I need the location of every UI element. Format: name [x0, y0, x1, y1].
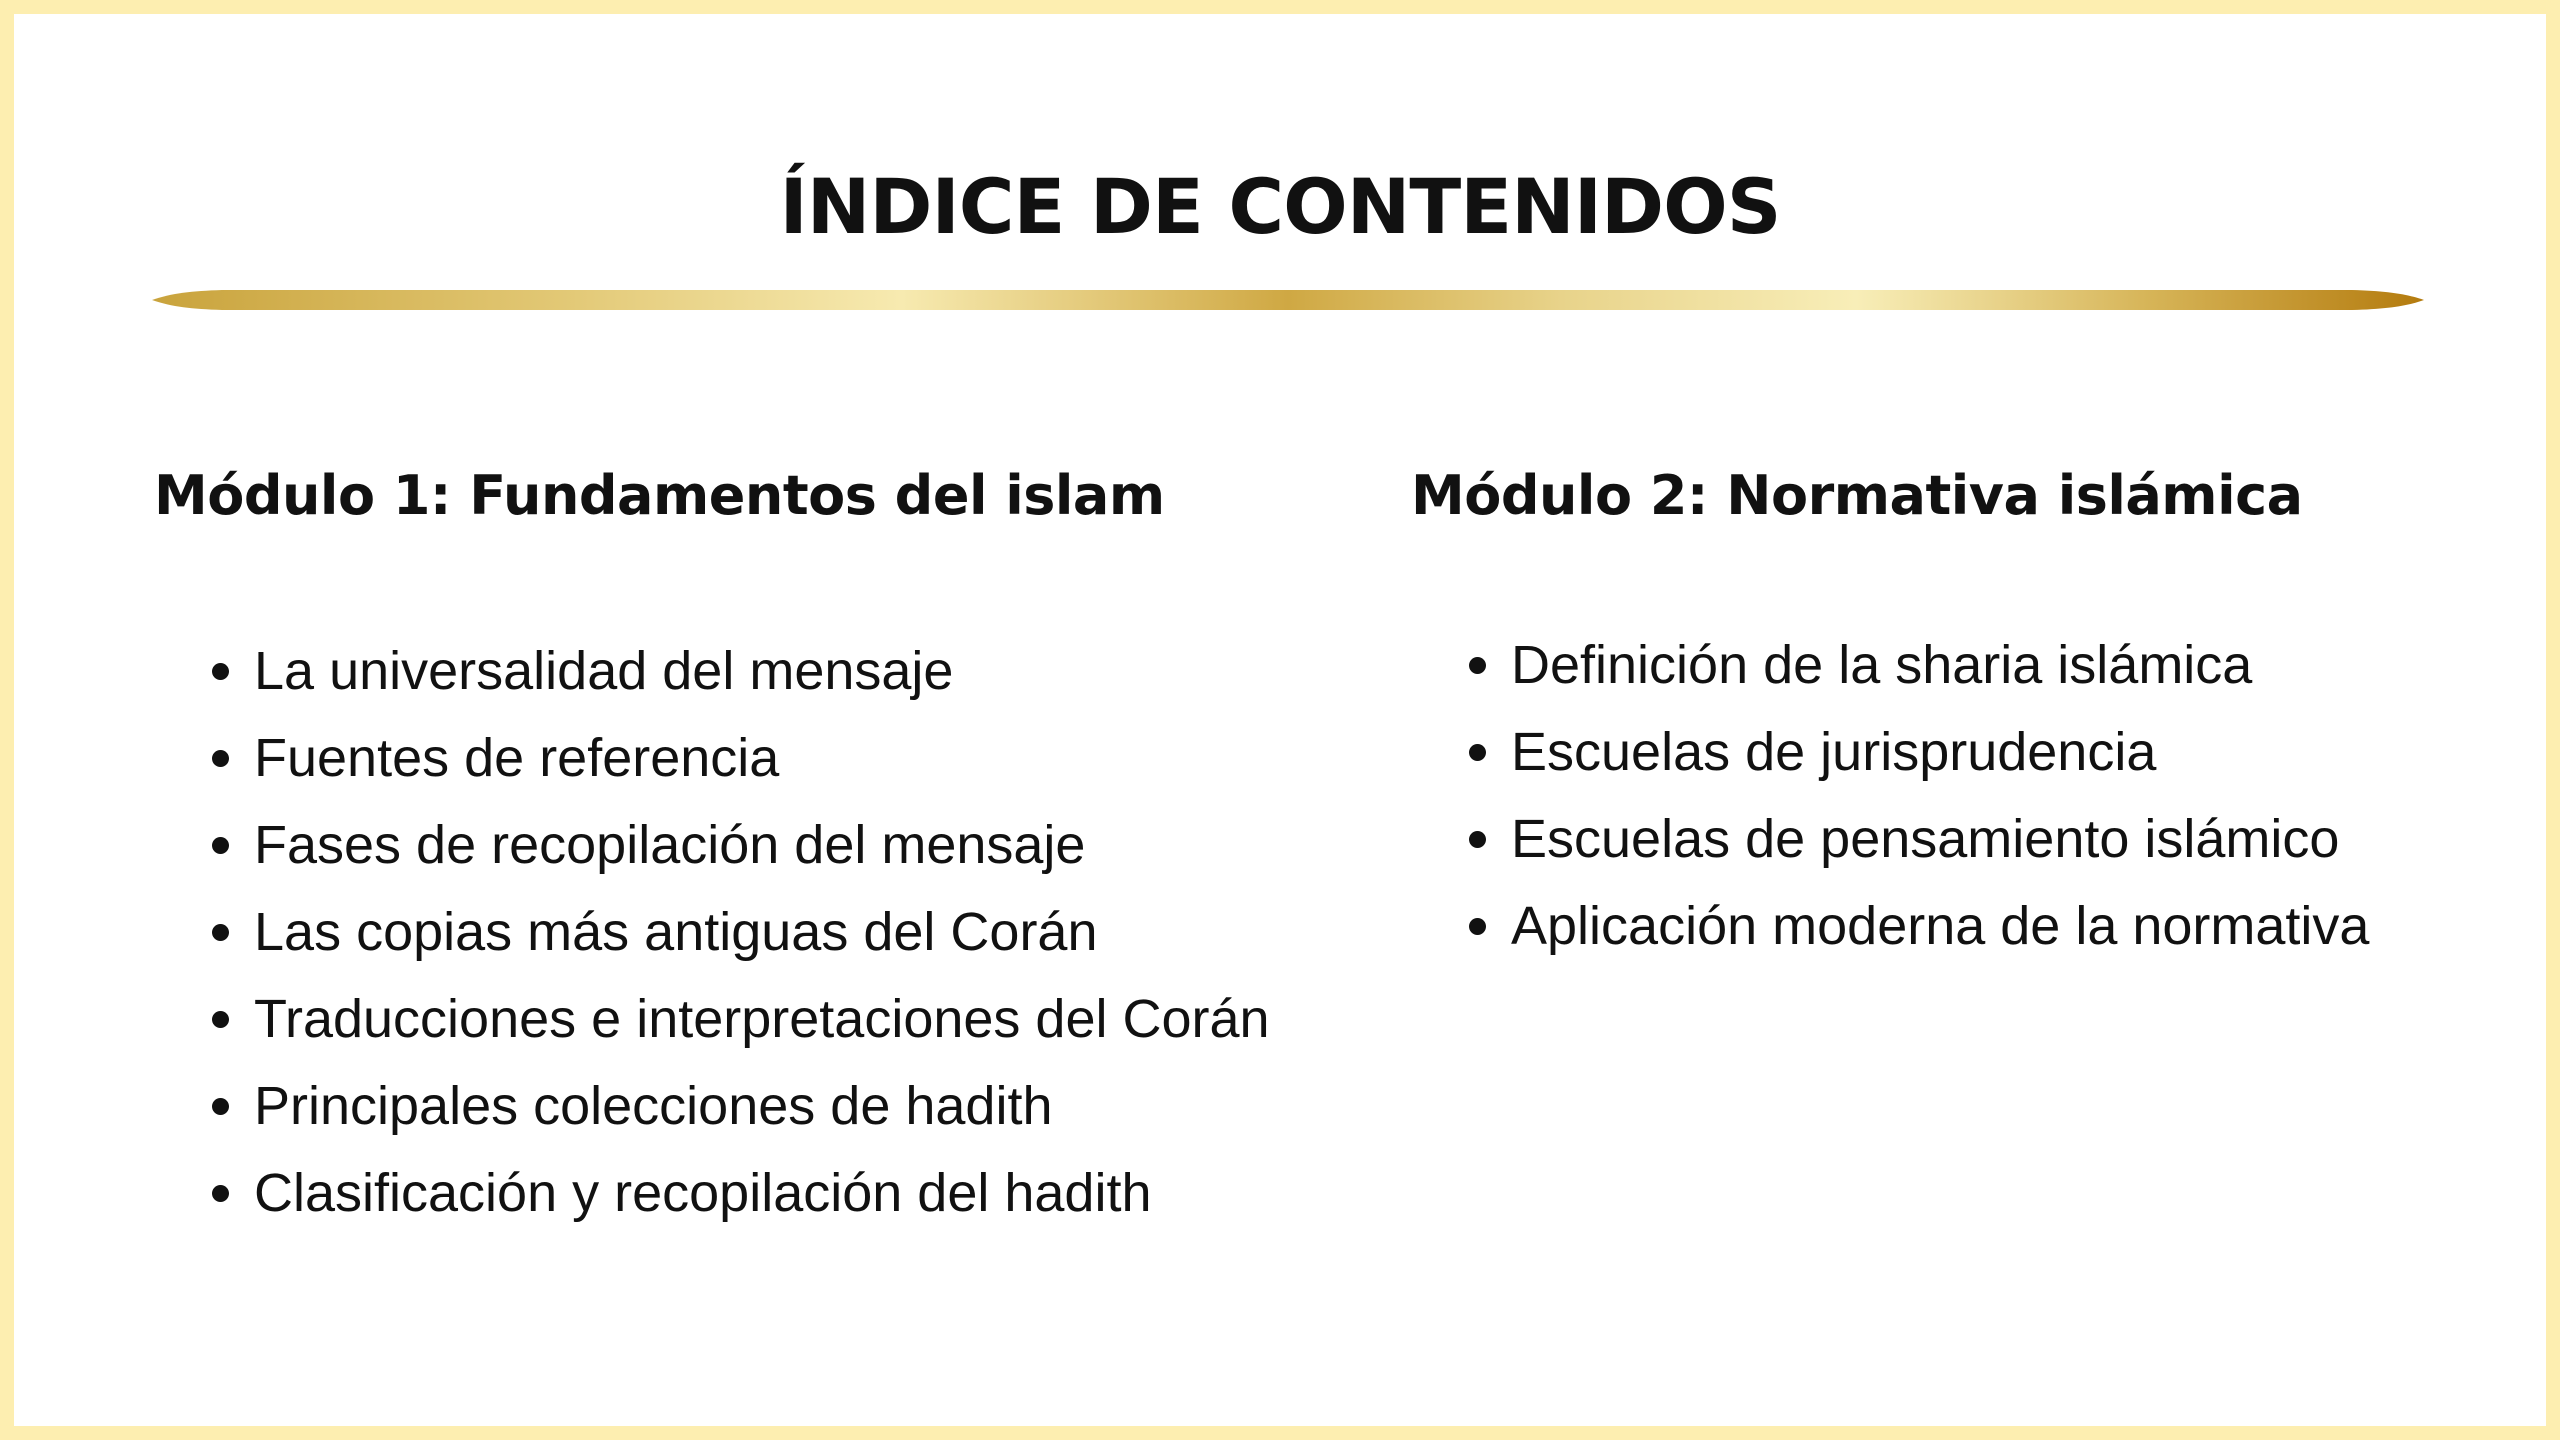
bullet-icon [212, 1011, 229, 1028]
module-2-section [1411, 458, 2511, 970]
list-item-text: Aplicación moderna de la normativa [1511, 896, 2370, 956]
bullet-icon [212, 924, 229, 941]
bullet-icon [212, 750, 229, 767]
list-item [154, 976, 1284, 1063]
list-item [154, 1150, 1284, 1237]
list-item [1411, 622, 2511, 709]
gold-divider [152, 288, 2424, 312]
list-item-text: Definición de la sharia islámica [1511, 635, 2253, 695]
bullet-icon [212, 1185, 229, 1202]
list-item [154, 802, 1284, 889]
bullet-icon [1469, 831, 1486, 848]
bullet-icon [1469, 918, 1486, 935]
list-item-text: Fases de recopilación del mensaje [254, 815, 1086, 875]
list-item-text: La universalidad del mensaje [254, 641, 954, 701]
module-1-section [154, 458, 1284, 1237]
list-item-text: Las copias más antiguas del Corán [254, 902, 1098, 962]
module-1-heading: Módulo 1: Fundamentos del islam [154, 464, 1165, 527]
list-item-text: Escuelas de jurisprudencia [1511, 722, 2157, 782]
list-item [154, 889, 1284, 976]
list-item-text: Principales colecciones de hadith [254, 1076, 1053, 1136]
list-item [1411, 709, 2511, 796]
module-1-list [154, 628, 1284, 1237]
list-item [154, 628, 1284, 715]
list-item [1411, 796, 2511, 883]
bullet-icon [212, 837, 229, 854]
module-2-heading: Módulo 2: Normativa islámica [1411, 464, 2303, 527]
list-item-text: Clasificación y recopilación del hadith [254, 1163, 1152, 1223]
list-item [154, 715, 1284, 802]
page-title: ÍNDICE DE CONTENIDOS [779, 162, 1781, 251]
list-item-text: Escuelas de pensamiento islámico [1511, 809, 2340, 869]
list-item [154, 1063, 1284, 1150]
module-2-list [1411, 622, 2511, 970]
bullet-icon [212, 663, 229, 680]
list-item-text: Traducciones e interpretaciones del Corán [254, 989, 1270, 1049]
bullet-icon [212, 1098, 229, 1115]
bullet-icon [1469, 657, 1486, 674]
list-item [1411, 883, 2511, 970]
list-item-text: Fuentes de referencia [254, 728, 780, 788]
bullet-icon [1469, 744, 1486, 761]
